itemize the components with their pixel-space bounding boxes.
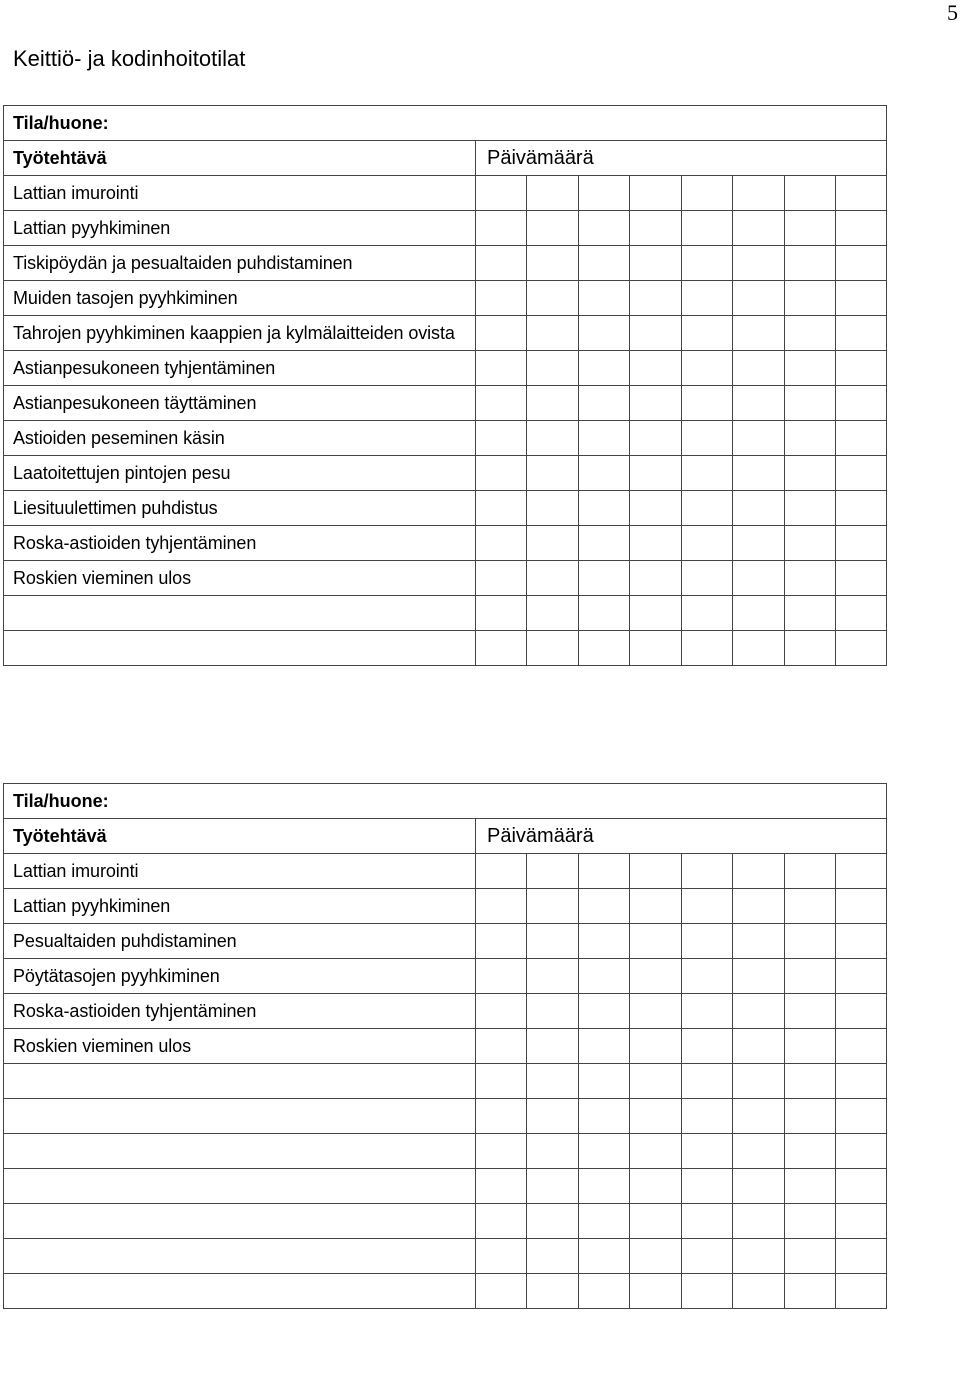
date-entry-cell[interactable] — [681, 1064, 732, 1099]
date-entry-cell[interactable] — [835, 994, 886, 1029]
date-entry-cell[interactable] — [630, 176, 681, 211]
date-entry-cell[interactable] — [578, 421, 629, 456]
room-row — [4, 784, 887, 819]
task-label: Pesualtaiden puhdistaminen — [4, 924, 476, 959]
date-entry-cell[interactable] — [630, 1064, 681, 1099]
date-entry-cell[interactable] — [784, 421, 835, 456]
date-entry-cell[interactable] — [630, 1099, 681, 1134]
date-entry-cell[interactable] — [527, 959, 578, 994]
date-entry-cell[interactable] — [784, 631, 835, 666]
date-entry-cell[interactable] — [630, 316, 681, 351]
table-row — [4, 1064, 887, 1099]
date-entry-cell[interactable] — [835, 246, 886, 281]
date-entry-cell[interactable] — [476, 994, 527, 1029]
date-entry-cell[interactable] — [681, 1029, 732, 1064]
date-entry-cell[interactable] — [578, 994, 629, 1029]
task-label[interactable] — [4, 1169, 476, 1204]
date-entry-cell[interactable] — [681, 491, 732, 526]
date-entry-cell[interactable] — [681, 526, 732, 561]
task-label: Astioiden peseminen käsin — [4, 421, 476, 456]
date-entry-cell[interactable] — [681, 421, 732, 456]
task-label: Tahrojen pyyhkiminen kaappien ja kylmälaitteiden ovista — [4, 316, 476, 351]
date-entry-cell[interactable] — [578, 1169, 629, 1204]
date-entry-cell[interactable] — [681, 889, 732, 924]
date-entry-cell[interactable] — [578, 854, 629, 889]
task-label[interactable] — [4, 631, 476, 666]
date-entry-cell[interactable] — [681, 281, 732, 316]
date-entry-cell[interactable] — [476, 1274, 527, 1309]
date-entry-cell[interactable] — [681, 561, 732, 596]
date-entry-cell[interactable] — [630, 1029, 681, 1064]
date-entry-cell[interactable] — [527, 281, 578, 316]
date-entry-cell[interactable] — [527, 1204, 578, 1239]
date-entry-cell[interactable] — [527, 176, 578, 211]
date-entry-cell[interactable] — [733, 176, 784, 211]
date-entry-cell[interactable] — [835, 491, 886, 526]
date-entry-cell[interactable] — [784, 1204, 835, 1239]
date-entry-cell[interactable] — [733, 959, 784, 994]
date-entry-cell[interactable] — [733, 281, 784, 316]
date-entry-cell[interactable] — [835, 421, 886, 456]
date-entry-cell[interactable] — [681, 1239, 732, 1274]
task-label[interactable] — [4, 1134, 476, 1169]
date-entry-cell[interactable] — [733, 924, 784, 959]
date-entry-cell[interactable] — [476, 889, 527, 924]
date-entry-cell[interactable] — [733, 386, 784, 421]
task-label[interactable] — [4, 1239, 476, 1274]
date-entry-cell[interactable] — [578, 1134, 629, 1169]
task-label: Lattian pyyhkiminen — [4, 889, 476, 924]
date-entry-cell[interactable] — [476, 1169, 527, 1204]
date-entry-cell[interactable] — [527, 631, 578, 666]
date-entry-cell[interactable] — [784, 596, 835, 631]
cleaning-table-second — [3, 783, 887, 1309]
date-entry-cell[interactable] — [681, 316, 732, 351]
table-row — [4, 924, 887, 959]
date-entry-cell[interactable] — [578, 1064, 629, 1099]
task-label: Liesituulettimen puhdistus — [4, 491, 476, 526]
task-column-header: Työtehtävä — [4, 819, 476, 854]
date-entry-cell[interactable] — [578, 176, 629, 211]
table-row — [4, 351, 887, 386]
table-row — [4, 211, 887, 246]
date-entry-cell[interactable] — [630, 889, 681, 924]
table-row — [4, 854, 887, 889]
date-entry-cell[interactable] — [578, 246, 629, 281]
date-entry-cell[interactable] — [784, 246, 835, 281]
date-entry-cell[interactable] — [784, 526, 835, 561]
date-entry-cell[interactable] — [835, 1134, 886, 1169]
table-row — [4, 1134, 887, 1169]
task-label: Roska-astioiden tyhjentäminen — [4, 994, 476, 1029]
date-entry-cell[interactable] — [733, 1204, 784, 1239]
date-entry-cell[interactable] — [578, 1204, 629, 1239]
date-entry-cell[interactable] — [630, 994, 681, 1029]
date-entry-cell[interactable] — [476, 526, 527, 561]
date-entry-cell[interactable] — [784, 889, 835, 924]
date-entry-cell[interactable] — [630, 246, 681, 281]
table-row — [4, 1099, 887, 1134]
date-entry-cell[interactable] — [476, 561, 527, 596]
table-row — [4, 959, 887, 994]
date-entry-cell[interactable] — [630, 631, 681, 666]
date-entry-cell[interactable] — [681, 1204, 732, 1239]
date-entry-cell[interactable] — [835, 316, 886, 351]
date-entry-cell[interactable] — [733, 246, 784, 281]
date-entry-cell[interactable] — [835, 1204, 886, 1239]
page-number: 5 — [947, 0, 958, 25]
table-row — [4, 1204, 887, 1239]
date-entry-cell[interactable] — [681, 854, 732, 889]
date-entry-cell[interactable] — [527, 994, 578, 1029]
date-entry-cell[interactable] — [835, 456, 886, 491]
date-entry-cell[interactable] — [733, 316, 784, 351]
date-entry-cell[interactable] — [835, 596, 886, 631]
date-entry-cell[interactable] — [733, 421, 784, 456]
date-entry-cell[interactable] — [835, 1099, 886, 1134]
table-row — [4, 994, 887, 1029]
date-entry-cell[interactable] — [784, 176, 835, 211]
date-entry-cell[interactable] — [784, 854, 835, 889]
date-entry-cell[interactable] — [527, 1064, 578, 1099]
date-entry-cell[interactable] — [835, 351, 886, 386]
date-entry-cell[interactable] — [630, 526, 681, 561]
date-entry-cell[interactable] — [733, 1239, 784, 1274]
date-entry-cell[interactable] — [630, 1239, 681, 1274]
task-label: Laatoitettujen pintojen pesu — [4, 456, 476, 491]
date-entry-cell[interactable] — [527, 351, 578, 386]
table-row — [4, 246, 887, 281]
date-entry-cell[interactable] — [784, 561, 835, 596]
date-entry-cell[interactable] — [630, 959, 681, 994]
date-entry-cell[interactable] — [527, 1134, 578, 1169]
date-entry-cell[interactable] — [630, 561, 681, 596]
task-label[interactable] — [4, 1204, 476, 1239]
room-label[interactable]: Tila/huone: — [4, 784, 887, 819]
date-entry-cell[interactable] — [527, 596, 578, 631]
date-entry-cell[interactable] — [527, 1274, 578, 1309]
date-entry-cell[interactable] — [476, 596, 527, 631]
date-entry-cell[interactable] — [578, 491, 629, 526]
date-entry-cell[interactable] — [578, 631, 629, 666]
table-row — [4, 316, 887, 351]
date-entry-cell[interactable] — [733, 561, 784, 596]
date-entry-cell[interactable] — [630, 854, 681, 889]
date-entry-cell[interactable] — [681, 924, 732, 959]
table-row — [4, 1169, 887, 1204]
date-entry-cell[interactable] — [681, 596, 732, 631]
date-entry-cell[interactable] — [733, 526, 784, 561]
date-entry-cell[interactable] — [681, 1134, 732, 1169]
date-entry-cell[interactable] — [733, 1134, 784, 1169]
date-entry-cell[interactable] — [578, 456, 629, 491]
table-row — [4, 1274, 887, 1309]
date-entry-cell[interactable] — [578, 1274, 629, 1309]
date-entry-cell[interactable] — [835, 631, 886, 666]
date-entry-cell[interactable] — [681, 456, 732, 491]
date-entry-cell[interactable] — [630, 924, 681, 959]
table-row — [4, 1029, 887, 1064]
date-entry-cell[interactable] — [681, 351, 732, 386]
date-entry-cell[interactable] — [784, 386, 835, 421]
date-entry-cell[interactable] — [476, 631, 527, 666]
task-label[interactable] — [4, 1064, 476, 1099]
date-entry-cell[interactable] — [476, 959, 527, 994]
date-entry-cell[interactable] — [476, 854, 527, 889]
date-entry-cell[interactable] — [733, 1274, 784, 1309]
table-row — [4, 1239, 887, 1274]
date-entry-cell[interactable] — [527, 456, 578, 491]
date-entry-cell[interactable] — [527, 889, 578, 924]
date-entry-cell[interactable] — [578, 1239, 629, 1274]
date-entry-cell[interactable] — [784, 1169, 835, 1204]
date-entry-cell[interactable] — [476, 1064, 527, 1099]
date-entry-cell[interactable] — [784, 456, 835, 491]
date-entry-cell[interactable] — [578, 596, 629, 631]
date-entry-cell[interactable] — [476, 1099, 527, 1134]
table-row — [4, 456, 887, 491]
date-entry-cell[interactable] — [835, 561, 886, 596]
date-entry-cell[interactable] — [733, 1064, 784, 1099]
task-label: Astianpesukoneen täyttäminen — [4, 386, 476, 421]
task-label: Astianpesukoneen tyhjentäminen — [4, 351, 476, 386]
date-entry-cell[interactable] — [784, 491, 835, 526]
table-row — [4, 596, 887, 631]
task-label: Pöytätasojen pyyhkiminen — [4, 959, 476, 994]
task-label: Lattian pyyhkiminen — [4, 211, 476, 246]
date-entry-cell[interactable] — [784, 351, 835, 386]
date-entry-cell[interactable] — [578, 281, 629, 316]
date-entry-cell[interactable] — [784, 1134, 835, 1169]
date-entry-cell[interactable] — [835, 386, 886, 421]
date-entry-cell[interactable] — [476, 456, 527, 491]
date-entry-cell[interactable] — [681, 631, 732, 666]
task-label: Lattian imurointi — [4, 854, 476, 889]
date-entry-cell[interactable] — [578, 1099, 629, 1134]
date-entry-cell[interactable] — [835, 959, 886, 994]
date-entry-cell[interactable] — [578, 924, 629, 959]
date-column-header: Päivämäärä — [476, 141, 887, 176]
date-entry-cell[interactable] — [733, 889, 784, 924]
date-entry-cell[interactable] — [476, 1134, 527, 1169]
date-entry-cell[interactable] — [527, 1169, 578, 1204]
date-entry-cell[interactable] — [527, 491, 578, 526]
date-entry-cell[interactable] — [835, 889, 886, 924]
date-entry-cell[interactable] — [476, 1204, 527, 1239]
date-entry-cell[interactable] — [733, 854, 784, 889]
date-entry-cell[interactable] — [527, 526, 578, 561]
date-entry-cell[interactable] — [630, 386, 681, 421]
table-row — [4, 176, 887, 211]
date-entry-cell[interactable] — [733, 994, 784, 1029]
date-entry-cell[interactable] — [733, 351, 784, 386]
date-entry-cell[interactable] — [527, 211, 578, 246]
date-entry-cell[interactable] — [784, 1029, 835, 1064]
date-entry-cell[interactable] — [578, 561, 629, 596]
room-label[interactable]: Tila/huone: — [4, 106, 887, 141]
table-row — [4, 281, 887, 316]
date-entry-cell[interactable] — [630, 1169, 681, 1204]
date-entry-cell[interactable] — [630, 1204, 681, 1239]
cleaning-table-kitchen — [3, 105, 887, 666]
room-row — [4, 106, 887, 141]
task-column-header: Työtehtävä — [4, 141, 476, 176]
date-entry-cell[interactable] — [835, 176, 886, 211]
date-entry-cell[interactable] — [630, 1134, 681, 1169]
table-row — [4, 631, 887, 666]
date-entry-cell[interactable] — [527, 1099, 578, 1134]
date-entry-cell[interactable] — [527, 854, 578, 889]
task-label[interactable] — [4, 1274, 476, 1309]
date-entry-cell[interactable] — [733, 211, 784, 246]
task-label: Muiden tasojen pyyhkiminen — [4, 281, 476, 316]
date-entry-cell[interactable] — [733, 1099, 784, 1134]
date-entry-cell[interactable] — [476, 386, 527, 421]
date-entry-cell[interactable] — [835, 526, 886, 561]
date-entry-cell[interactable] — [835, 924, 886, 959]
date-entry-cell[interactable] — [578, 959, 629, 994]
date-entry-cell[interactable] — [476, 924, 527, 959]
date-entry-cell[interactable] — [527, 386, 578, 421]
date-entry-cell[interactable] — [835, 854, 886, 889]
date-entry-cell[interactable] — [784, 994, 835, 1029]
date-entry-cell[interactable] — [630, 281, 681, 316]
date-entry-cell[interactable] — [630, 211, 681, 246]
date-entry-cell[interactable] — [476, 316, 527, 351]
table-row — [4, 526, 887, 561]
task-label: Roska-astioiden tyhjentäminen — [4, 526, 476, 561]
date-entry-cell[interactable] — [681, 959, 732, 994]
date-entry-cell[interactable] — [476, 176, 527, 211]
date-entry-cell[interactable] — [681, 211, 732, 246]
date-entry-cell[interactable] — [578, 889, 629, 924]
date-column-header: Päivämäärä — [476, 819, 887, 854]
date-entry-cell[interactable] — [527, 246, 578, 281]
date-entry-cell[interactable] — [733, 631, 784, 666]
date-entry-cell[interactable] — [476, 491, 527, 526]
date-entry-cell[interactable] — [784, 1274, 835, 1309]
date-entry-cell[interactable] — [784, 959, 835, 994]
date-entry-cell[interactable] — [630, 596, 681, 631]
date-entry-cell[interactable] — [733, 1169, 784, 1204]
date-entry-cell[interactable] — [630, 456, 681, 491]
date-entry-cell[interactable] — [630, 1274, 681, 1309]
date-entry-cell[interactable] — [784, 316, 835, 351]
date-entry-cell[interactable] — [784, 281, 835, 316]
date-entry-cell[interactable] — [733, 491, 784, 526]
date-entry-cell[interactable] — [476, 281, 527, 316]
date-entry-cell[interactable] — [784, 1064, 835, 1099]
date-entry-cell[interactable] — [835, 1169, 886, 1204]
date-entry-cell[interactable] — [527, 1029, 578, 1064]
date-entry-cell[interactable] — [784, 924, 835, 959]
task-label: Roskien vieminen ulos — [4, 1029, 476, 1064]
task-label[interactable] — [4, 596, 476, 631]
date-entry-cell[interactable] — [835, 1239, 886, 1274]
date-entry-cell[interactable] — [578, 526, 629, 561]
task-label[interactable] — [4, 1099, 476, 1134]
page-title: Keittiö- ja kodinhoitotilat — [13, 46, 246, 71]
date-entry-cell[interactable] — [578, 316, 629, 351]
date-entry-cell[interactable] — [681, 176, 732, 211]
date-entry-cell[interactable] — [681, 994, 732, 1029]
date-entry-cell[interactable] — [476, 421, 527, 456]
date-entry-cell[interactable] — [784, 1099, 835, 1134]
date-entry-cell[interactable] — [630, 421, 681, 456]
date-entry-cell[interactable] — [835, 211, 886, 246]
date-entry-cell[interactable] — [733, 456, 784, 491]
date-entry-cell[interactable] — [733, 1029, 784, 1064]
table-row — [4, 561, 887, 596]
date-entry-cell[interactable] — [476, 1239, 527, 1274]
date-entry-cell[interactable] — [527, 924, 578, 959]
table-row — [4, 889, 887, 924]
date-entry-cell[interactable] — [681, 1274, 732, 1309]
task-label: Tiskipöydän ja pesualtaiden puhdistaminen — [4, 246, 476, 281]
date-entry-cell[interactable] — [835, 1029, 886, 1064]
date-entry-cell[interactable] — [681, 386, 732, 421]
date-entry-cell[interactable] — [784, 1239, 835, 1274]
date-entry-cell[interactable] — [681, 246, 732, 281]
date-entry-cell[interactable] — [527, 1239, 578, 1274]
task-label: Roskien vieminen ulos — [4, 561, 476, 596]
date-entry-cell[interactable] — [578, 1029, 629, 1064]
date-entry-cell[interactable] — [527, 316, 578, 351]
date-entry-cell[interactable] — [527, 421, 578, 456]
date-entry-cell[interactable] — [784, 211, 835, 246]
date-entry-cell[interactable] — [476, 211, 527, 246]
date-entry-cell[interactable] — [733, 596, 784, 631]
task-label: Lattian imurointi — [4, 176, 476, 211]
date-entry-cell[interactable] — [527, 561, 578, 596]
date-entry-cell[interactable] — [578, 386, 629, 421]
header-row — [4, 141, 887, 176]
table-row — [4, 421, 887, 456]
date-entry-cell[interactable] — [578, 351, 629, 386]
date-entry-cell[interactable] — [681, 1169, 732, 1204]
date-entry-cell[interactable] — [630, 491, 681, 526]
date-entry-cell[interactable] — [578, 211, 629, 246]
date-entry-cell[interactable] — [476, 351, 527, 386]
table-row — [4, 491, 887, 526]
date-entry-cell[interactable] — [835, 1064, 886, 1099]
date-entry-cell[interactable] — [476, 246, 527, 281]
date-entry-cell[interactable] — [835, 281, 886, 316]
date-entry-cell[interactable] — [630, 351, 681, 386]
date-entry-cell[interactable] — [476, 1029, 527, 1064]
date-entry-cell[interactable] — [835, 1274, 886, 1309]
date-entry-cell[interactable] — [681, 1099, 732, 1134]
table-row — [4, 386, 887, 421]
header-row — [4, 819, 887, 854]
